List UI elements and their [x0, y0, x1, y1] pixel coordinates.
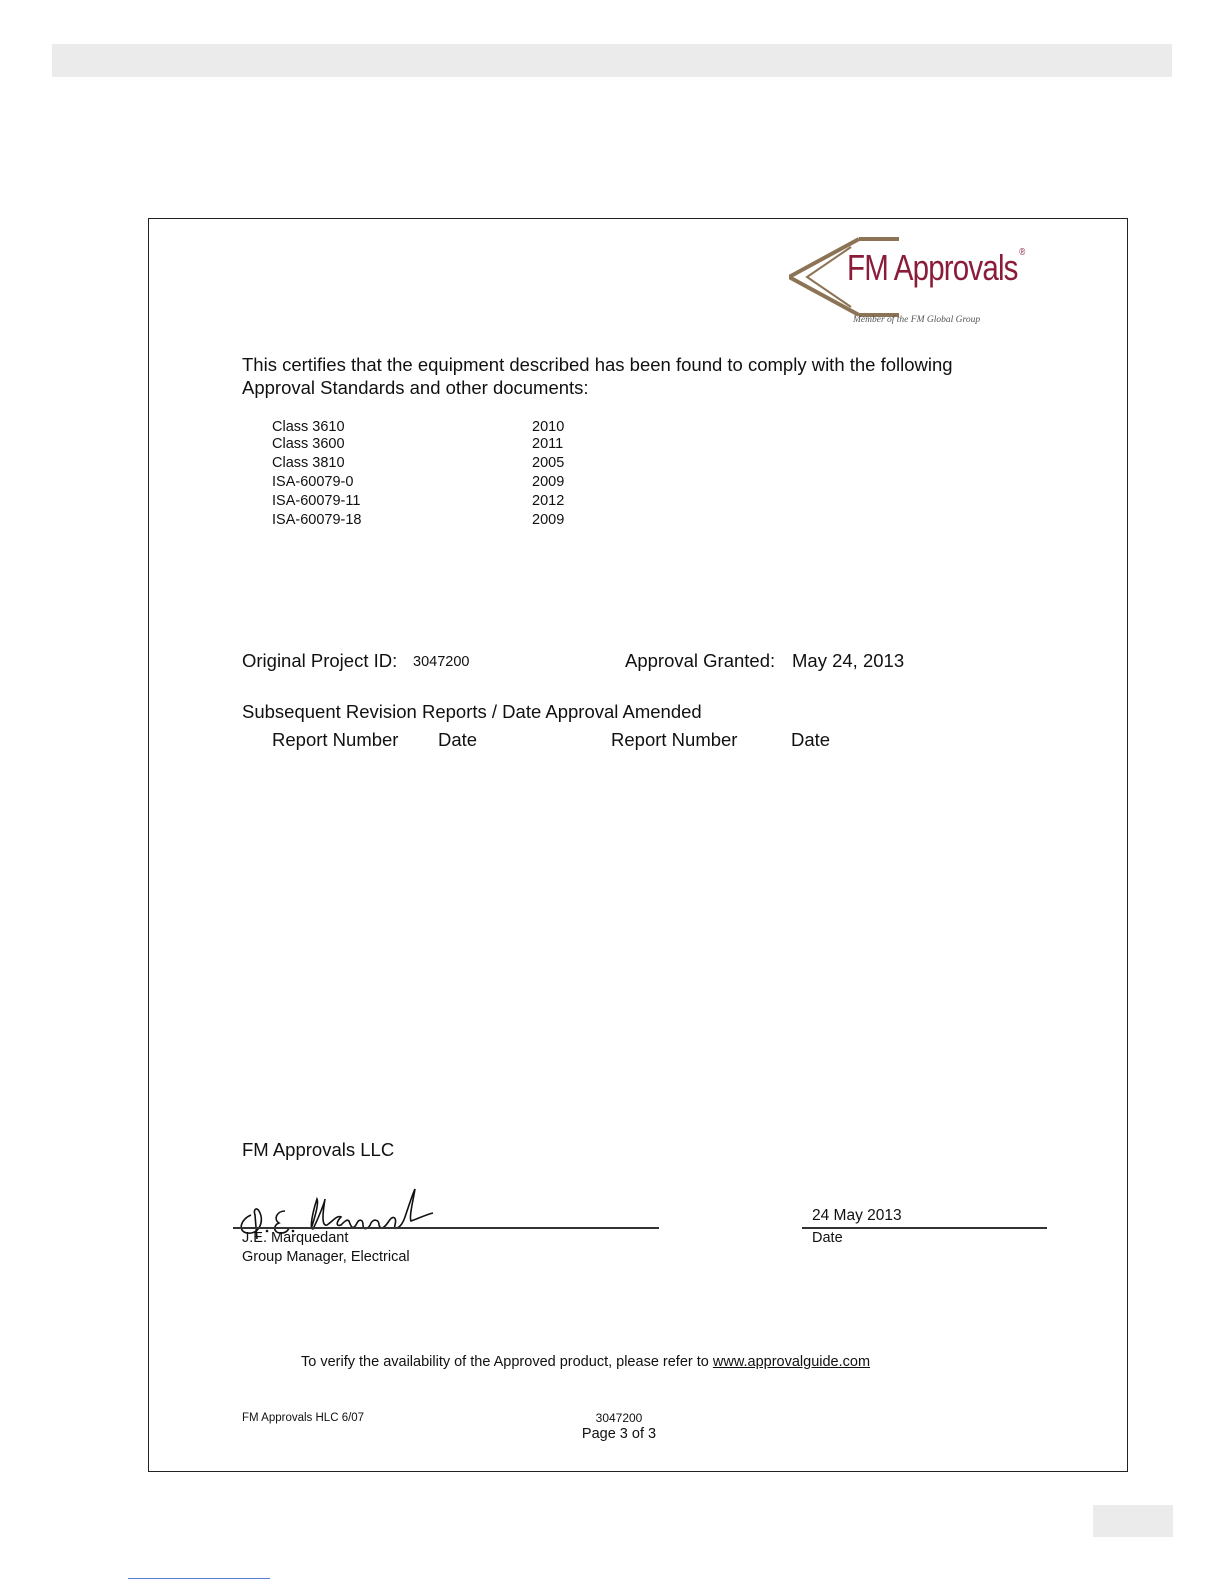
revisions-col-date: Date [791, 729, 831, 750]
standard-year: 2011 [532, 436, 564, 452]
signature-date-label: Date [812, 1230, 843, 1246]
standard-name: Class 3610 [272, 419, 345, 435]
signer-name: J.E. Marquedant [242, 1230, 349, 1246]
signer-title: Group Manager, Electrical [242, 1249, 410, 1265]
bottom-link-underline[interactable] [128, 1578, 270, 1579]
logo-wordmark: FM Approvals ® [847, 247, 1025, 288]
verify-text: To verify the availability of the Approved product, please refer to [301, 1354, 713, 1370]
revisions-col-report-number: Report Number [272, 729, 399, 750]
revisions-col-date: Date [438, 729, 478, 750]
standard-name: ISA-60079-0 [272, 474, 354, 490]
approval-guide-link[interactable]: www.approvalguide.com [712, 1354, 871, 1370]
standard-name: Class 3810 [272, 455, 345, 471]
date-line [802, 1227, 1047, 1229]
footer-document-number: 3047200 [595, 1411, 643, 1425]
page-nav-widget[interactable] [1093, 1505, 1173, 1537]
standard-year: 2009 [532, 474, 565, 490]
standard-year: 2009 [532, 512, 565, 528]
revisions-heading: Subsequent Revision Reports / Date Approval Amended [242, 701, 702, 722]
project-id-label: Original Project ID: [242, 650, 398, 671]
standard-year: 2012 [532, 493, 565, 509]
revisions-col-report-number: Report Number [611, 729, 738, 750]
signature-line [233, 1227, 659, 1229]
certificate-page [148, 218, 1128, 1472]
project-id-value: 3047200 [413, 654, 470, 670]
top-toolbar-bar [52, 44, 1172, 77]
verify-statement [301, 1354, 870, 1370]
approval-granted-label: Approval Granted: [625, 650, 776, 671]
standard-year: 2005 [532, 455, 565, 471]
standard-name: Class 3600 [272, 436, 345, 452]
certification-statement: This certifies that the equipment described has been found to comply with the following Approval Standards and other documents: [242, 354, 953, 398]
standard-name: ISA-60079-18 [272, 512, 362, 528]
signature-date-value: 24 May 2013 [812, 1207, 902, 1224]
logo-tagline: Member of the FM Global Group [853, 315, 981, 325]
form-number: FM Approvals HLC 6/07 [242, 1412, 365, 1424]
page-indicator: Page 3 of 3 [581, 1426, 657, 1442]
approval-granted-value: May 24, 2013 [792, 650, 905, 671]
company-name: FM Approvals LLC [242, 1139, 395, 1160]
standard-name: ISA-60079-11 [272, 493, 361, 509]
standard-year: 2010 [532, 419, 565, 435]
